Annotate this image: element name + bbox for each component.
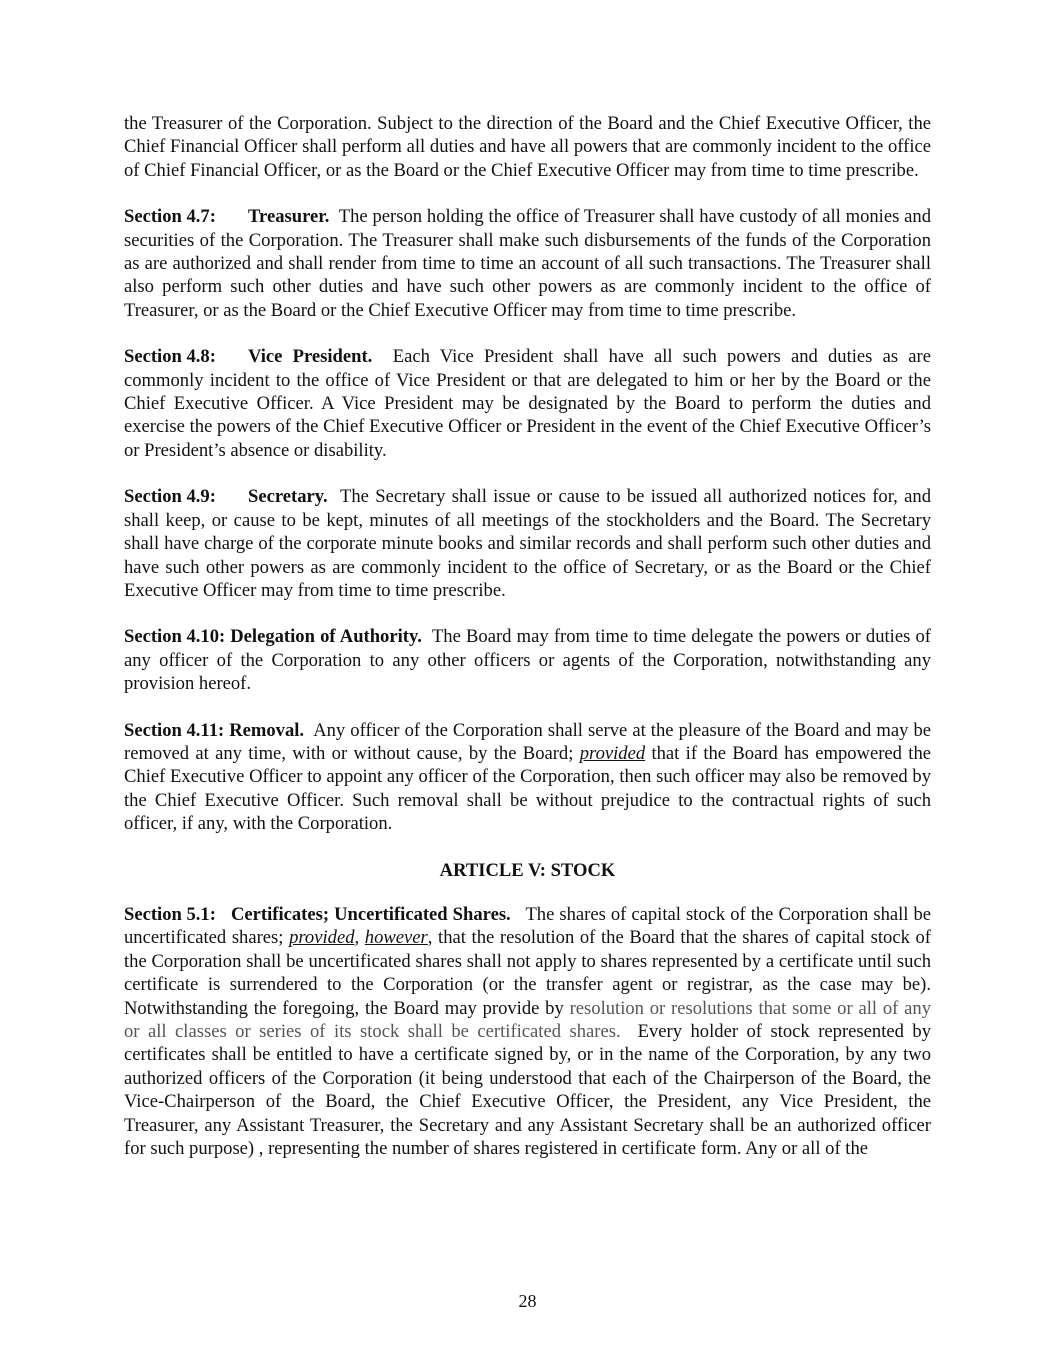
section-5-1-provided: provided xyxy=(289,927,355,949)
section-4-8-paragraph xyxy=(124,345,931,462)
section-4-7-text: The person holding the office of Treasurer shall have custody of all monies and securities of the Corporation. The Treasurer shall make such disbursements of the funds of the Corporation as are authorized and shall render from time to time an account of all such transactions. The Treasurer shall also perform such other duties and have such other powers as are commonly incident to the office of Treasurer, or as the Board or the Chief Executive Officer may from time to time prescribe. xyxy=(124,206,931,321)
section-5-1-text-b: , that the resolution of the Board that the shares of capital stock of the Corporation shall be uncertificated shares shall not apply to shares represented by a certificate until such certificate is surrendered to the Corporation (or the transfer agent or registrar, as the case may be). Notwithstanding the foregoing, the Board may provide by xyxy=(124,927,931,1019)
section-5-1-text-gray: resolution or resolutions that some or all of any or all classes or series of its stock shall be certificated shares. xyxy=(124,997,931,1042)
section-4-10-text: The Board may from time to time delegate the powers or duties of any officer of the Corporation to any other officers or agents of the Corporation, notwithstanding any provision hereof. xyxy=(124,626,931,695)
section-4-8-title: Vice President. xyxy=(248,346,373,368)
section-4-9-number: Section 4.9: xyxy=(124,486,216,508)
continuation-text: the Treasurer of the Corporation. Subject to the direction of the Board and the Chief Executive Officer, the Chief Financial Officer shall perform all duties and have all powers that are commonly incident to the office of Chief Financial Officer, or as the Board or the Chief Executive Officer may from time to time prescribe. xyxy=(124,113,931,181)
section-4-9-title: Secretary. xyxy=(248,486,328,508)
continuation-paragraph xyxy=(124,112,931,182)
section-5-1-however: however xyxy=(364,927,428,949)
section-4-11-title: Removal. xyxy=(229,719,305,741)
section-4-11-provided: provided xyxy=(579,742,646,764)
section-4-10-title: Delegation of Authority. xyxy=(230,626,422,648)
section-4-8-text: Each Vice President shall have all such powers and duties as are commonly incident to the office of Vice President or that are delegated to him or her by the Board or the Chief Executive Officer. A Vice President may be designated by the Board to perform the duties and exercise the powers of the Chief Executive Officer or President in the event of the Chief Executive Officer’s or President’s absence or disability. xyxy=(124,346,931,461)
section-4-7-number: Section 4.7: xyxy=(124,206,216,228)
section-5-1-text-c: Every holder of stock represented by certificates shall be entitled to have a certificate signed by, or in the name of the Corporation, by any two authorized officers of the Corporation (it being understood that each of the Chairperson of the Board, the Vice-Chairperson of the Board, the Chief Executive Officer, the President, any Vice President, the Treasurer, any Assistant Treasurer, the Secretary and any Assistant Secretary shall be an authorized officer for such purpose) , representing the number of shares registered in certificate form. Any or all of the xyxy=(124,1021,931,1160)
section-4-11-paragraph xyxy=(124,719,931,836)
section-4-10-number: Section 4.10: xyxy=(124,626,226,648)
section-5-1-paragraph xyxy=(124,903,931,1160)
section-4-11-text-b: that if the Board has empowered the Chief Executive Officer to appoint any officer of the Corporation, then such officer may also be removed by the Chief Executive Officer. Such removal shall be without prejudice to the contractual rights of such officer, if any, with the Corporation. xyxy=(124,742,931,835)
section-4-11-number: Section 4.11: xyxy=(124,719,225,741)
section-4-9-paragraph xyxy=(124,485,931,602)
section-4-8-number: Section 4.8: xyxy=(124,346,216,368)
section-4-7-title: Treasurer. xyxy=(248,206,330,228)
section-5-1-number: Section 5.1: xyxy=(124,903,216,925)
section-5-1-comma: , xyxy=(354,927,360,949)
section-4-7-paragraph xyxy=(124,205,931,322)
page-number: 28 xyxy=(518,1291,537,1311)
section-5-1-title: Certificates; Uncertificated Shares. xyxy=(230,903,511,925)
document-page-body xyxy=(124,112,931,1183)
section-4-10-paragraph xyxy=(124,625,931,695)
article-v-heading: ARTICLE V: STOCK xyxy=(439,859,616,881)
section-4-11-text-a: Any officer of the Corporation shall serve at the pleasure of the Board and may be removed at any time, with or without cause, by the Board; xyxy=(124,719,932,764)
section-5-1-text-a: The shares of capital stock of the Corporation shall be uncertificated shares; xyxy=(124,903,932,949)
section-4-9-text: The Secretary shall issue or cause to be issued all authorized notices for, and shall keep, or cause to be kept, minutes of all meetings of the stockholders and the Board. The Secretary shall have charge of the corporate minute books and similar records and shall perform such other duties and have such other powers as are commonly incident to the office of Secretary, or as the Board or the Chief Executive Officer may from time to time prescribe. xyxy=(124,486,931,601)
